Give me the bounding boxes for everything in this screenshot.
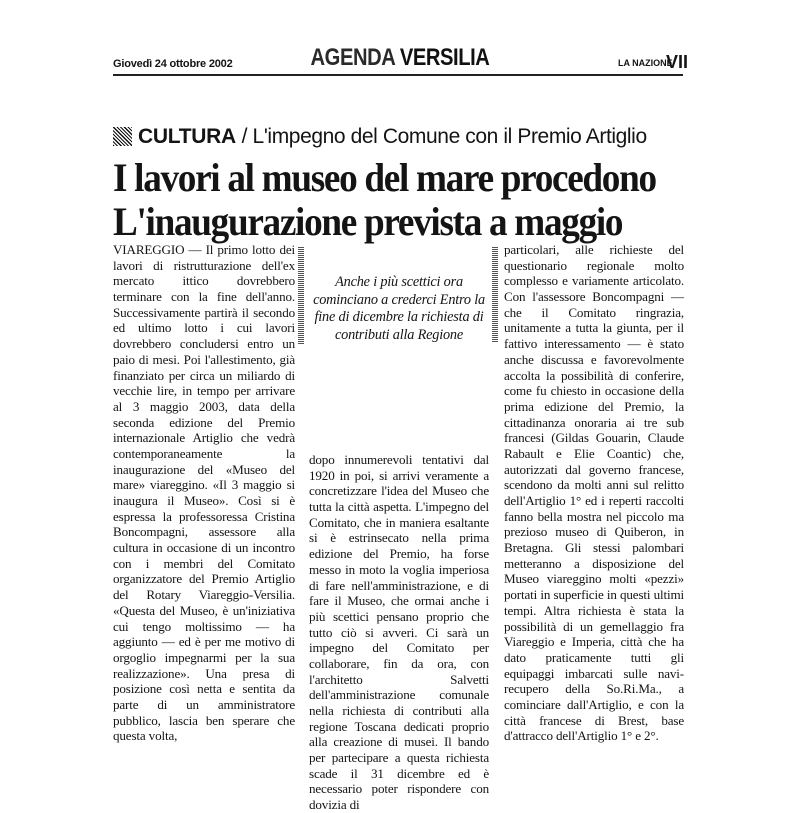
header-rule [113,74,683,76]
masthead-versilia: VERSILIA [399,44,490,71]
body-column-1 [113,242,295,744]
newspaper-name: LA NAZIONE [618,58,673,68]
page-number: VII [666,52,689,72]
section-line [113,124,647,150]
column-3-text: particolari, alle richieste del questionario regionale molto complesso e variamente articolato. Con l'assessore Boncompagni — che il Comitato ringrazia, unitamente a tutta la giunta, per il fattivo interessamento — è stato anche discussa e favorevolmente accolta la possibilità di conferire, come fu chiesto in occasione della prima edizione del Premio, la cittadinanza onoraria ai tre sub francesi (Gildas Gouarin, Claude Rabault e Elie Coantic) che, autorizzati dal governo francese, scendono da molti anni sul relitto dell'Artiglio 1° ed i reperti raccolti fanno bella mostra nel piccolo ma prezioso museo di Quiberon, in Bretagna. Gli stessi palombari metteranno a disposizione del Museo viareggino molti «pezzi» portati in superficie in questi ultimi tempi. Altra richiesta è stata la possibilità di un gemellaggio fra Viareggio e Imperia, città che ha dato praticamente tutti gli equipaggi imbarcati sulle navi-recupero della So.Ri.Ma., a cominciare dall'Artiglio, e con la città francese di Brest, base d'attracco dell'Artiglio 1° e 2°. [504,242,684,744]
body-column-3 [504,242,684,744]
headline-line-1: I lavori al museo del mare procedono [113,155,656,200]
column-1-text: VIAREGGIO — Il primo lotto dei lavori di ristrutturazione dell'ex mercato ittico dovrebbero terminare con la fine dell'anno. Successivamente partirà il secondo ed ultimo lotto i cui lavori dovrebbero concludersi entro un paio di mesi. Poi l'allestimento, già finanziato per circa un miliardo di vecchie lire, in tempo per arrivare al 3 maggio 2003, data della seconda edizione del Premio internazionale Artiglio che vedrà contemporaneamente la inaugurazione del «Museo del mare» viareggino. «Il 3 maggio si inaugura il Museo». Così si è espressa la professoressa Cristina Boncompagni, assessore alla cultura in occasione di un incontro con i membri del Comitato organizzatore del Premio Artiglio del Rotary Viareggio-Versilia. «Questa del Museo, è un'iniziativa cui tengo moltissimo — ha aggiunto — ed è per me motivo di orgoglio impegnarmi per la sua realizzazione». Una presa di posizione così netta e sentita da parte di un amministratore pubblico, lascia ben sperare che questa volta, [113,242,295,744]
masthead-agenda: AGENDA [310,44,395,71]
column-rule-left [298,246,304,344]
pull-quote: Anche i più scettici ora cominciano a crederci Entro la fine di dicembre la richiesta di contributi alla Regione [313,274,485,343]
section-subhead: / L'impegno del Comune con il Premio Artiglio [241,125,647,148]
headline [113,156,698,244]
column-2-text: dopo innumerevoli tentativi dal 1920 in poi, si arrivi veramente a concretizzare l'idea del Museo che tutta la città aspetta. L'impegno del Comitato, che in maniera esaltante si è estrinsecato nella prima edizione del Premio, ha forse messo in moto la voglia imperiosa di fare nell'amministrazione, e di fare il Museo, che ormai anche i più scettici pensano proprio che tutto ciò si avveri. Ci sarà un impegno del Comitato per collaborare, fin da ora, con l'architetto Salvetti dell'amministrazione comunale nella richiesta di contributi alla regione Toscana dedicati proprio alla creazione di musei. Il bando per partecipare a questa richiesta scade il 31 dicembre ed è necessario poter rispondere con dovizia di [309,452,489,813]
headline-line-2: L'inaugurazione prevista a maggio [113,199,623,244]
body-column-2 [309,452,489,813]
issue-date: Giovedì 24 ottobre 2002 [113,58,233,70]
section-kicker: CULTURA [138,125,236,148]
section-square-icon [113,127,132,146]
column-rule-right [492,246,498,342]
